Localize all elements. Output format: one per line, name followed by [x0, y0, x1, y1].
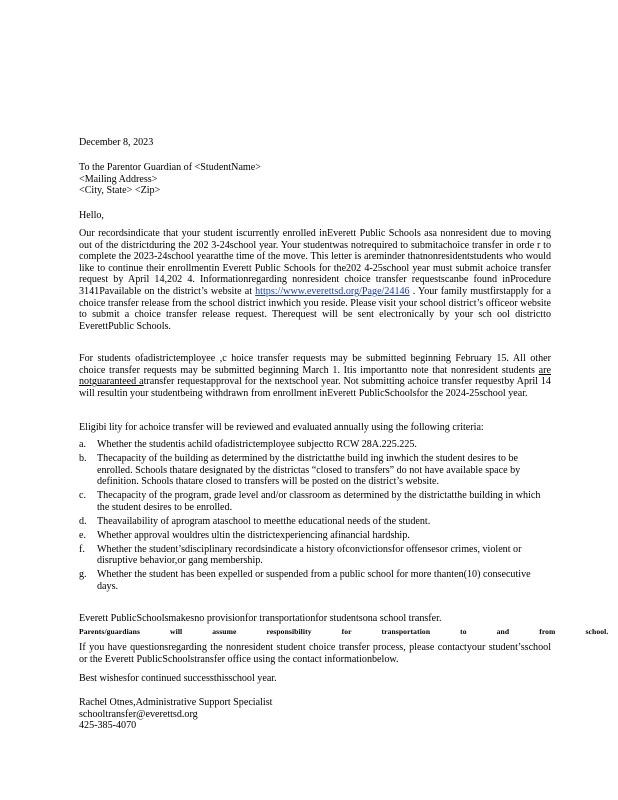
criteria-text: Whether approval wouldres ultin the districtexperiencing afinancial hardship. [97, 529, 410, 541]
criteria-marker: f. [79, 543, 85, 555]
criteria-item [79, 530, 554, 542]
signature-email: schooltransfer@everettsd.org [79, 708, 198, 720]
criteria-marker: b. [79, 452, 87, 464]
criteria-text: Thecapacity of the building as determined by the districtatthe build ing inwhich the student desires to be enrolled. Schools thatare designated by the districtas “closed to transfers” do not have available space by definition. Schools thatare closed to transfers will be posted on the district’s website. [97, 452, 521, 488]
criteria-item [79, 544, 554, 567]
criteria-item [79, 453, 554, 488]
greeting: Hello, [79, 210, 104, 221]
criteria-marker: d. [79, 515, 87, 527]
address-to-line: To the Parentor Guardian of <StudentName> [79, 162, 261, 173]
criteria-item [79, 569, 554, 592]
transportation-notice: Everett PublicSchoolsmakesno provisionfor transportationfor studentsona school transfer. [79, 613, 442, 624]
para2-text-end: transfer requestapproval for the nextschool year. Not submitting achoice transfer requestby April 14 will resultin your studentbeing withdrawn from enrollment inEverett PublicSchoolsfor the 2024-25school year. [79, 376, 551, 399]
paragraph-nonresident-notice [79, 228, 551, 332]
letter-date: December 8, 2023 [79, 137, 154, 148]
paragraph-request-dates [79, 353, 551, 399]
address-mailing: <Mailing Address> [79, 173, 158, 185]
transportation-responsibility: Parents/guardians will assume responsibility for transportation to and from school. [79, 627, 609, 636]
criteria-intro: Eligibi lity for achoice transfer will be reviewed and evaluated annually using the following criteria: [79, 422, 484, 433]
criteria-text: Whether the studentis achild ofadistrictemployee subjectto RCW 28A.225.225. [97, 439, 417, 450]
para2-text-start: For students ofadistrictemployee ,c hoice transfer requests may be submitted beginning February 15. All other choice transfer requests may be submitted beginning March 1. Itis importantto note that nonresident students [79, 353, 551, 376]
criteria-text: Theavailability of aprogram ataschool to meetthe educational needs of the student. [97, 515, 431, 527]
criteria-marker: g. [79, 569, 87, 581]
recipient-address [79, 162, 551, 197]
para1-text-start: Our recordsindicate that your student iscurrently enrolled inEverett Public Schools asa nonresident due to moving out of the districtduring the 202 3-24school year. Your studentwas notrequired to submitachoice transfer in orde r to complete the 2023-24school yearatthe time of the move. This letter is areminder thatnonresidentstudents who would like to continue their enrollmentin Everett Public Schools for the202 4-25school year must submit achoice transfer request by April 14,202 4. Informationregarding nonresident choice transfer requestscanbe found inProcedure 3141Pavailable on the district’s website at [79, 228, 551, 297]
criteria-marker: e. [79, 529, 87, 541]
criteria-marker: c. [79, 490, 87, 502]
contact-paragraph: If you have questionsregarding the nonresident student choice transfer process, please contactyour student’sschool or the Everett PublicSchoolstransfer office using the contact informationbelow. [79, 642, 551, 665]
criteria-text: Whether the student’sdisciplinary recordsindicate a history ofconvictionsfor offensesor crimes, violent or disruptive behavior,or gang membership. [97, 543, 522, 567]
criteria-item [79, 439, 554, 451]
criteria-item [79, 490, 554, 513]
criteria-item [79, 516, 554, 528]
criteria-text: Whether the student has been expelled or suspended from a public school for more thanten(10) consecutive days. [97, 569, 531, 592]
signature-block [79, 697, 551, 732]
signature-name: Rachel Otnes,Administrative Support Specialist [79, 697, 273, 708]
procedure-link[interactable]: https://www.everettsd.org/Page/24146 [255, 285, 410, 297]
not-guaranteed-text: are notguaranteed a [79, 364, 551, 388]
criteria-marker: a. [79, 439, 87, 450]
para1-text-end: . Your family mustfirstapply for a choice transfer release from the school district inwhich you reside. Please visit your school district’s officeor website to submit a choice transfer release request. Therequest will be sent electronically by your sch ool districtto EverettPublic Schools. [79, 285, 551, 332]
criteria-text: Thecapacity of the program, grade level and/or classroom as determined by the districtatthe building in which the student desires to be enrolled. [97, 490, 541, 513]
signature-phone: 425-385-4070 [79, 720, 137, 732]
criteria-list [79, 439, 554, 595]
closing-line: Best wishesfor continued successthisschool year. [79, 673, 277, 684]
address-city-state-zip: <City, State> <Zip> [79, 185, 161, 197]
